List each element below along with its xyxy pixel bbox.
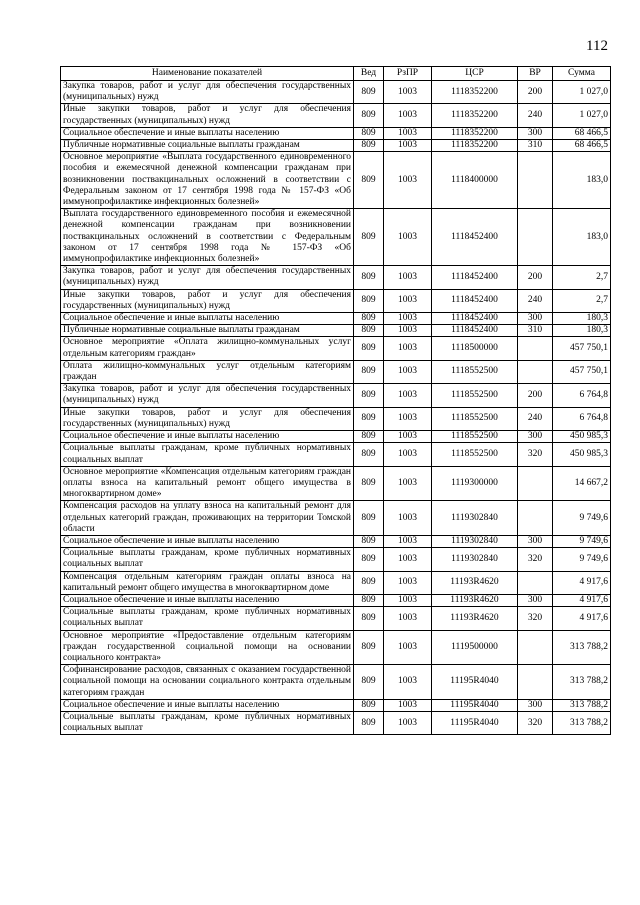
cell-ved: 809 [354,443,384,466]
table-row [61,152,611,209]
budget-table [60,66,611,735]
cell-name: Публичные нормативные социальные выплаты гражданам [61,140,354,152]
cell-csr: 11193R4620 [432,594,518,606]
table-row [61,325,611,337]
cell-vr: 300 [518,699,553,711]
cell-rzpr: 1003 [384,630,432,665]
cell-sum: 68 466,5 [553,127,611,139]
cell-csr: 1118552500 [432,360,518,383]
cell-name: Закупка товаров, работ и услуг для обеспечения государственных (муниципальных) нужд [61,81,354,104]
table-row [61,466,611,501]
table-row [61,548,611,571]
cell-name: Оплата жилищно-коммунальных услуг отдельным категориям граждан [61,360,354,383]
cell-csr: 1118352200 [432,104,518,127]
cell-csr: 11195R4040 [432,699,518,711]
cell-sum: 9 749,6 [553,501,611,536]
cell-rzpr: 1003 [384,325,432,337]
cell-ved: 809 [354,313,384,325]
cell-csr: 1119300000 [432,466,518,501]
cell-ved: 809 [354,266,384,289]
cell-sum: 183,0 [553,209,611,266]
table-header-row [61,67,611,81]
cell-sum: 313 788,2 [553,711,611,734]
cell-ved: 809 [354,104,384,127]
cell-vr [518,571,553,594]
cell-sum: 450 985,3 [553,443,611,466]
cell-ved: 809 [354,571,384,594]
cell-sum: 313 788,2 [553,665,611,700]
cell-vr [518,501,553,536]
cell-vr [518,152,553,209]
cell-name: Социальные выплаты гражданам, кроме публичных нормативных социальных выплат [61,443,354,466]
table-row [61,594,611,606]
table-row [61,289,611,312]
cell-ved: 809 [354,711,384,734]
cell-vr [518,630,553,665]
cell-sum: 313 788,2 [553,699,611,711]
cell-vr: 320 [518,607,553,630]
cell-vr: 320 [518,711,553,734]
cell-ved: 809 [354,594,384,606]
table-row [61,535,611,547]
cell-ved: 809 [354,81,384,104]
cell-name: Социальные выплаты гражданам, кроме публичных нормативных социальных выплат [61,607,354,630]
cell-ved: 809 [354,360,384,383]
cell-vr: 320 [518,548,553,571]
cell-rzpr: 1003 [384,594,432,606]
cell-sum: 180,3 [553,313,611,325]
cell-sum: 4 917,6 [553,594,611,606]
cell-name: Социальное обеспечение и иные выплаты населению [61,127,354,139]
cell-csr: 11195R4040 [432,711,518,734]
table-row [61,407,611,430]
table-row [61,140,611,152]
page-number: 112 [586,38,608,54]
cell-csr: 1119302840 [432,501,518,536]
cell-name: Иные закупки товаров, работ и услуг для обеспечения государственных (муниципальных) нужд [61,289,354,312]
table-row [61,443,611,466]
cell-sum: 6 764,8 [553,384,611,407]
cell-csr: 1119302840 [432,548,518,571]
cell-sum: 68 466,5 [553,140,611,152]
cell-rzpr: 1003 [384,501,432,536]
cell-rzpr: 1003 [384,466,432,501]
cell-vr: 200 [518,266,553,289]
cell-csr: 1118552500 [432,443,518,466]
cell-csr: 1118452400 [432,325,518,337]
cell-sum: 9 749,6 [553,548,611,571]
cell-csr: 1118552500 [432,407,518,430]
table-row [61,630,611,665]
cell-name: Компенсация отдельным категориям граждан оплаты взноса на капитальный ремонт общего имущества в многоквартирном доме [61,571,354,594]
cell-vr: 240 [518,104,553,127]
cell-name: Закупка товаров, работ и услуг для обеспечения государственных (муниципальных) нужд [61,266,354,289]
table-row [61,431,611,443]
cell-sum: 457 750,1 [553,360,611,383]
cell-csr: 1118552500 [432,384,518,407]
cell-vr: 310 [518,140,553,152]
cell-ved: 809 [354,325,384,337]
cell-csr: 1119500000 [432,630,518,665]
cell-ved: 809 [354,548,384,571]
table-row [61,127,611,139]
cell-name: Социальное обеспечение и иные выплаты населению [61,431,354,443]
cell-rzpr: 1003 [384,104,432,127]
cell-vr [518,466,553,501]
cell-ved: 809 [354,607,384,630]
cell-ved: 809 [354,152,384,209]
cell-rzpr: 1003 [384,607,432,630]
cell-ved: 809 [354,407,384,430]
header-rzpr: РзПР [384,67,432,81]
cell-ved: 809 [354,665,384,700]
table-row [61,607,611,630]
table-row [61,384,611,407]
cell-name: Социальное обеспечение и иные выплаты населению [61,535,354,547]
cell-rzpr: 1003 [384,266,432,289]
cell-csr: 1118452400 [432,313,518,325]
cell-ved: 809 [354,384,384,407]
header-csr: ЦСР [432,67,518,81]
cell-vr [518,337,553,360]
cell-name: Иные закупки товаров, работ и услуг для обеспечения государственных (муниципальных) нужд [61,104,354,127]
header-sum: Сумма [553,67,611,81]
cell-vr [518,665,553,700]
cell-ved: 809 [354,535,384,547]
cell-vr: 310 [518,325,553,337]
cell-rzpr: 1003 [384,337,432,360]
cell-rzpr: 1003 [384,571,432,594]
cell-vr: 300 [518,594,553,606]
cell-sum: 9 749,6 [553,535,611,547]
cell-rzpr: 1003 [384,535,432,547]
cell-rzpr: 1003 [384,127,432,139]
cell-csr: 11193R4620 [432,571,518,594]
table-row [61,81,611,104]
cell-rzpr: 1003 [384,384,432,407]
table-row [61,266,611,289]
cell-name: Социальные выплаты гражданам, кроме публичных нормативных социальных выплат [61,711,354,734]
table-row [61,337,611,360]
table-row [61,699,611,711]
cell-ved: 809 [354,337,384,360]
cell-name: Основное мероприятие «Предоставление отдельным категориям граждан государственной социальной помощи на основании социального контракта» [61,630,354,665]
cell-vr: 300 [518,127,553,139]
cell-rzpr: 1003 [384,152,432,209]
cell-vr: 200 [518,384,553,407]
cell-csr: 1118452400 [432,289,518,312]
cell-sum: 1 027,0 [553,104,611,127]
cell-name: Основное мероприятие «Компенсация отдельным категориям граждан оплаты взноса на капитальный ремонт общего имущества в многоквартирном доме» [61,466,354,501]
cell-vr: 240 [518,289,553,312]
cell-name: Выплата государственного единовременного пособия и ежемесячной денежной компенсации гражданам при возникновении поствакцинальных осложнений в соответствии с Федеральным законом от 17 сентября 1998 года № 157-ФЗ «Об иммунопрофилактике инфекционных болезней» [61,209,354,266]
cell-rzpr: 1003 [384,407,432,430]
cell-name: Социальное обеспечение и иные выплаты населению [61,313,354,325]
table-row [61,313,611,325]
cell-ved: 809 [354,140,384,152]
cell-sum: 180,3 [553,325,611,337]
table-row [61,360,611,383]
cell-sum: 1 027,0 [553,81,611,104]
cell-ved: 809 [354,289,384,312]
header-ved: Вед [354,67,384,81]
cell-ved: 809 [354,501,384,536]
cell-sum: 313 788,2 [553,630,611,665]
cell-vr [518,209,553,266]
cell-vr: 300 [518,431,553,443]
cell-rzpr: 1003 [384,443,432,466]
cell-vr: 240 [518,407,553,430]
cell-sum: 2,7 [553,289,611,312]
cell-csr: 1119302840 [432,535,518,547]
cell-sum: 6 764,8 [553,407,611,430]
table-row [61,209,611,266]
cell-rzpr: 1003 [384,140,432,152]
table-row [61,501,611,536]
cell-csr: 1118400000 [432,152,518,209]
cell-ved: 809 [354,127,384,139]
table-row [61,665,611,700]
cell-csr: 1118452400 [432,266,518,289]
cell-name: Социальное обеспечение и иные выплаты населению [61,699,354,711]
cell-sum: 14 667,2 [553,466,611,501]
cell-sum: 4 917,6 [553,571,611,594]
cell-name: Основное мероприятие «Оплата жилищно-коммунальных услуг отдельным категориям граждан» [61,337,354,360]
cell-name: Иные закупки товаров, работ и услуг для обеспечения государственных (муниципальных) нужд [61,407,354,430]
cell-rzpr: 1003 [384,665,432,700]
cell-rzpr: 1003 [384,289,432,312]
cell-csr: 1118500000 [432,337,518,360]
cell-ved: 809 [354,209,384,266]
cell-csr: 11195R4040 [432,665,518,700]
cell-csr: 1118452400 [432,209,518,266]
cell-name: Социальные выплаты гражданам, кроме публичных нормативных социальных выплат [61,548,354,571]
cell-ved: 809 [354,630,384,665]
cell-name: Софинансирование расходов, связанных с оказанием государственной социальной помощи на основании социального контракта отдельным категориям граждан [61,665,354,700]
cell-rzpr: 1003 [384,699,432,711]
cell-name: Основное мероприятие «Выплата государственного единовременного пособия и ежемесячной денежной компенсации гражданам при возникновении поствакцинальных осложнений в соответствии с Федеральным законом от 17 сентября 1998 года № 157-ФЗ «Об иммунопрофилактике инфекционных болезней» [61,152,354,209]
cell-csr: 1118552500 [432,431,518,443]
cell-csr: 1118352200 [432,127,518,139]
cell-sum: 183,0 [553,152,611,209]
cell-vr: 300 [518,313,553,325]
cell-vr: 200 [518,81,553,104]
cell-rzpr: 1003 [384,313,432,325]
cell-sum: 457 750,1 [553,337,611,360]
cell-rzpr: 1003 [384,431,432,443]
header-name: Наименование показателей [61,67,354,81]
cell-rzpr: 1003 [384,209,432,266]
cell-rzpr: 1003 [384,360,432,383]
cell-sum: 450 985,3 [553,431,611,443]
table-body [61,81,611,735]
cell-name: Публичные нормативные социальные выплаты гражданам [61,325,354,337]
cell-rzpr: 1003 [384,711,432,734]
cell-csr: 1118352200 [432,140,518,152]
cell-sum: 4 917,6 [553,607,611,630]
cell-ved: 809 [354,431,384,443]
cell-vr: 300 [518,535,553,547]
table-row [61,104,611,127]
cell-sum: 2,7 [553,266,611,289]
table-row [61,711,611,734]
cell-rzpr: 1003 [384,548,432,571]
cell-ved: 809 [354,466,384,501]
table-row [61,571,611,594]
cell-rzpr: 1003 [384,81,432,104]
cell-vr [518,360,553,383]
cell-name: Компенсация расходов на уплату взноса на капитальный ремонт для отдельных категорий граждан, проживающих на территории Томской области [61,501,354,536]
cell-name: Социальное обеспечение и иные выплаты населению [61,594,354,606]
cell-name: Закупка товаров, работ и услуг для обеспечения государственных (муниципальных) нужд [61,384,354,407]
cell-csr: 11193R4620 [432,607,518,630]
cell-ved: 809 [354,699,384,711]
cell-vr: 320 [518,443,553,466]
header-vr: ВР [518,67,553,81]
cell-csr: 1118352200 [432,81,518,104]
